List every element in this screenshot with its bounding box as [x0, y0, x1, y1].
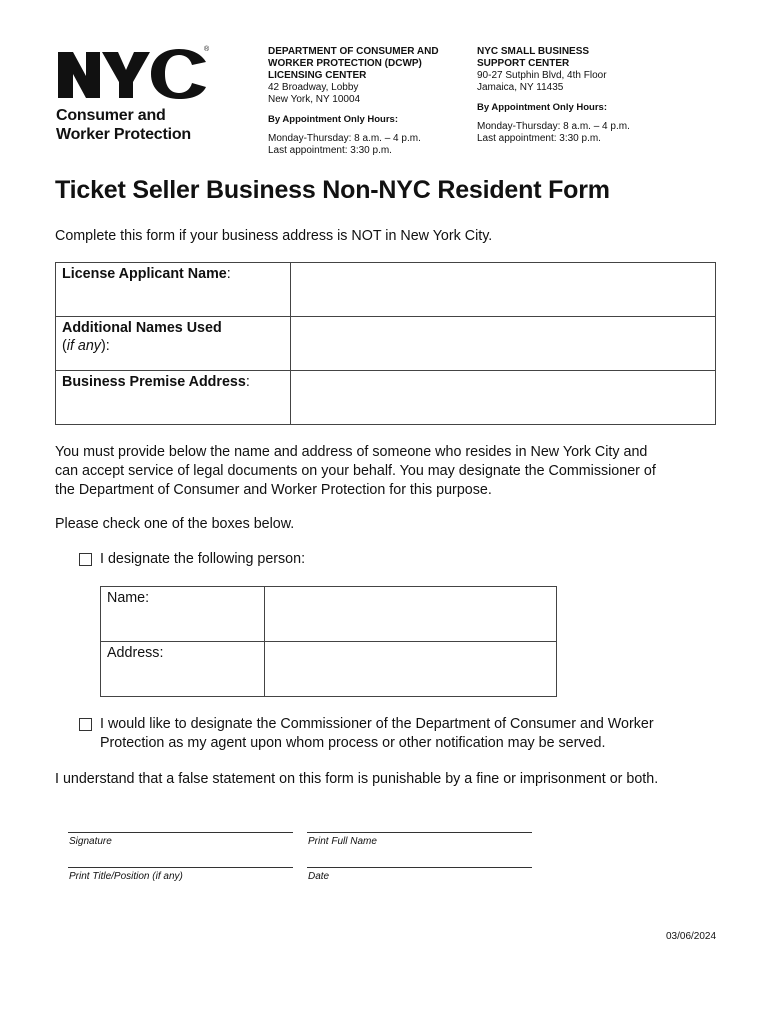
designate-commissioner-checkbox[interactable] — [79, 718, 92, 731]
table-row — [56, 371, 716, 425]
sbs-title-2: SUPPORT CENTER — [477, 58, 570, 69]
sbs-title-1: NYC SMALL BUSINESS — [477, 46, 590, 57]
nyc-dcwp-logo — [56, 48, 216, 144]
print-name-caption: Print Full Name — [308, 836, 377, 847]
check-prompt: Please check one of the boxes below. — [55, 516, 295, 532]
sbs-contact-block — [477, 46, 677, 145]
sbs-hours-2: Last appointment: 3:30 p.m. — [477, 133, 601, 144]
additional-names-sub: if any — [66, 338, 101, 354]
dcwp-title-1: DEPARTMENT OF CONSUMER AND — [268, 46, 439, 57]
signature-caption: Signature — [69, 836, 112, 847]
designee-address-field[interactable] — [265, 642, 557, 697]
business-address-label-cell: Business Premise Address: — [56, 371, 291, 425]
instructions-line-3: the Department of Consumer and Worker Protection for this purpose. — [55, 482, 492, 498]
title-position-line[interactable] — [68, 867, 293, 868]
signature-line[interactable] — [68, 832, 293, 833]
print-name-line[interactable] — [307, 832, 532, 833]
instructions-line-2: can accept service of legal documents on your behalf. You may designate the Commissioner of — [55, 463, 656, 479]
nyc-logo-icon — [56, 48, 210, 100]
dcwp-title-2: WORKER PROTECTION (DCWP) — [268, 58, 422, 69]
designate-commissioner-line-1: I would like to designate the Commissioner of the Department of Consumer and Worker — [100, 716, 654, 732]
registered-mark-icon: ® — [204, 46, 210, 53]
logo-line-2: Worker Protection — [56, 126, 191, 143]
applicant-name-label: License Applicant Name — [62, 266, 227, 282]
additional-names-field[interactable] — [291, 317, 716, 371]
table-row — [56, 317, 716, 371]
intro-text: Complete this form if your business address is NOT in New York City. — [55, 228, 493, 244]
form-title: Ticket Seller Business Non-NYC Resident Form — [55, 176, 610, 204]
designee-table — [100, 586, 557, 697]
dcwp-hours-1: Monday-Thursday: 8 a.m. – 4 p.m. — [268, 133, 421, 144]
designee-name-label: Name: — [101, 587, 265, 642]
dcwp-hours-2: Last appointment: 3:30 p.m. — [268, 145, 392, 156]
business-address-label: Business Premise Address — [62, 374, 246, 390]
applicant-name-label-cell: License Applicant Name: — [56, 263, 291, 317]
table-row — [101, 642, 557, 697]
title-position-caption: Print Title/Position (if any) — [69, 871, 183, 882]
date-caption: Date — [308, 871, 330, 882]
instructions-text — [55, 443, 735, 500]
dcwp-address-1: 42 Broadway, Lobby — [268, 82, 359, 93]
logo-line-1: Consumer and — [56, 107, 166, 124]
applicant-name-field[interactable] — [291, 263, 716, 317]
sbs-hours-title: By Appointment Only Hours: — [477, 102, 608, 113]
business-address-field[interactable] — [291, 371, 716, 425]
additional-names-label: Additional Names Used — [62, 320, 222, 336]
false-statement-warning: I understand that a false statement on this form is punishable by a fine or imprisonment or both. — [55, 771, 659, 787]
dcwp-address-2: New York, NY 10004 — [268, 94, 361, 105]
sbs-hours-1: Monday-Thursday: 8 a.m. – 4 p.m. — [477, 121, 630, 132]
revision-date: 03/06/2024 — [666, 931, 717, 942]
date-line[interactable] — [307, 867, 532, 868]
table-row — [56, 263, 716, 317]
dcwp-title-3: LICENSING CENTER — [268, 70, 367, 81]
applicant-table — [55, 262, 716, 425]
sbs-address-1: 90-27 Sutphin Blvd, 4th Floor — [477, 70, 607, 81]
dcwp-contact-block — [268, 46, 468, 157]
designee-address-label: Address: — [101, 642, 265, 697]
designee-name-field[interactable] — [265, 587, 557, 642]
designate-commissioner-line-2: Protection as my agent upon whom process or other notification may be served. — [100, 735, 606, 751]
dcwp-hours-title: By Appointment Only Hours: — [268, 114, 399, 125]
designate-person-checkbox[interactable] — [79, 553, 92, 566]
sbs-address-2: Jamaica, NY 11435 — [477, 82, 564, 93]
instructions-line-1: You must provide below the name and address of someone who resides in New York City and — [55, 444, 648, 460]
designate-commissioner-label — [100, 715, 750, 753]
table-row — [101, 587, 557, 642]
additional-names-label-cell: Additional Names Used (if any): — [56, 317, 291, 371]
designate-person-label: I designate the following person: — [100, 551, 306, 567]
